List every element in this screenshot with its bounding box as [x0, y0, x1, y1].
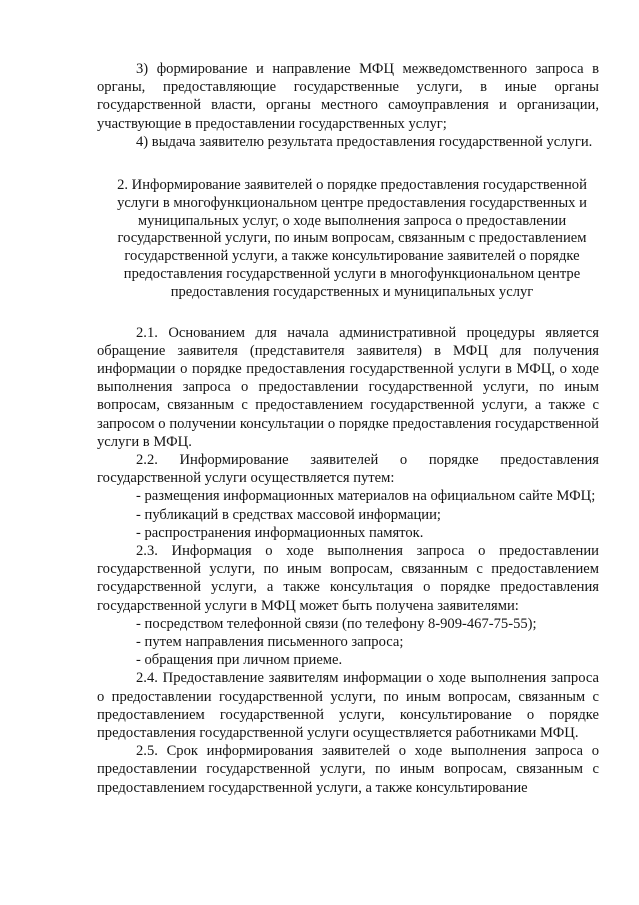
paragraph-2-4: 2.4. Предоставление заявителям информации о ходе выполнения запроса о предоставлении государственной услуги, по иным вопросам, связанным с предоставлением государственной услуги, консультирование о порядке предоставления государственной услуги осуществляется работниками МФЦ.: [97, 670, 599, 742]
paragraph-2-1: 2.1. Основанием для начала административной процедуры является обращение заявителя (представителя заявителя) в МФЦ для получения информации о порядке предоставления государственной услуги в МФЦ, о ходе выполнения запроса о предоставлении государственной услуги, по иным вопросам, связанным с предоставлением государственной услуги, а также с запросом о получении консультации о порядке предоставления государственной услуги в МФЦ.: [97, 324, 599, 450]
paragraph-2-2: 2.2. Информирование заявителей о порядке предоставления государственной услуги осуществляется путем:: [97, 452, 599, 487]
paragraph-item-4: 4) выдача заявителю результата предоставления государственной услуги.: [136, 133, 593, 150]
section-heading: [97, 177, 599, 302]
list-item-personal-visit: - обращения при личном приеме.: [136, 652, 343, 669]
list-item-leaflets: - распространения информационных памяток.: [136, 524, 424, 541]
section-heading-text: 2. Информирование заявителей о порядке предоставления государственной услуги в многофункциональном центре предоставления государственных и муниципальных услуг, о ходе выполнения запроса о предоставлении государственной услуги, по иным вопросам, связанным с предоставлением государственной услуги, а также консультирование заявителей о порядке предоставления государственной услуги в многофункциональном центре предоставления государственных и муниципальных услуг: [117, 177, 587, 300]
list-item-media: - публикаций в средствах массовой информации;: [136, 506, 441, 523]
list-item-website: - размещения информационных материалов на официальном сайте МФЦ;: [136, 488, 596, 505]
paragraph-2-3: 2.3. Информация о ходе выполнения запроса о предоставлении государственной услуги, по иным вопросам, связанным с предоставлением государственной услуги, а также консультация о порядке предоставления государственной услуги в МФЦ может быть получена заявителями:: [97, 543, 599, 614]
list-item-phone: - посредством телефонной связи (по телефону 8-909-467-75-55);: [136, 615, 537, 632]
list-item-written-request: - путем направления письменного запроса;: [136, 634, 404, 651]
paragraph-item-3: 3) формирование и направление МФЦ межведомственного запроса в органы, предоставляющие государственные услуги, в иные органы государственной власти, органы местного самоуправления и организации, участвующие в предоставлении государственных услуг;: [97, 61, 599, 132]
paragraph-2-5: 2.5. Срок информирования заявителей о ходе выполнения запроса о предоставлении государственной услуги, по иным вопросам, связанным с предоставлением государственной услуги, а также консультирование: [97, 743, 599, 796]
